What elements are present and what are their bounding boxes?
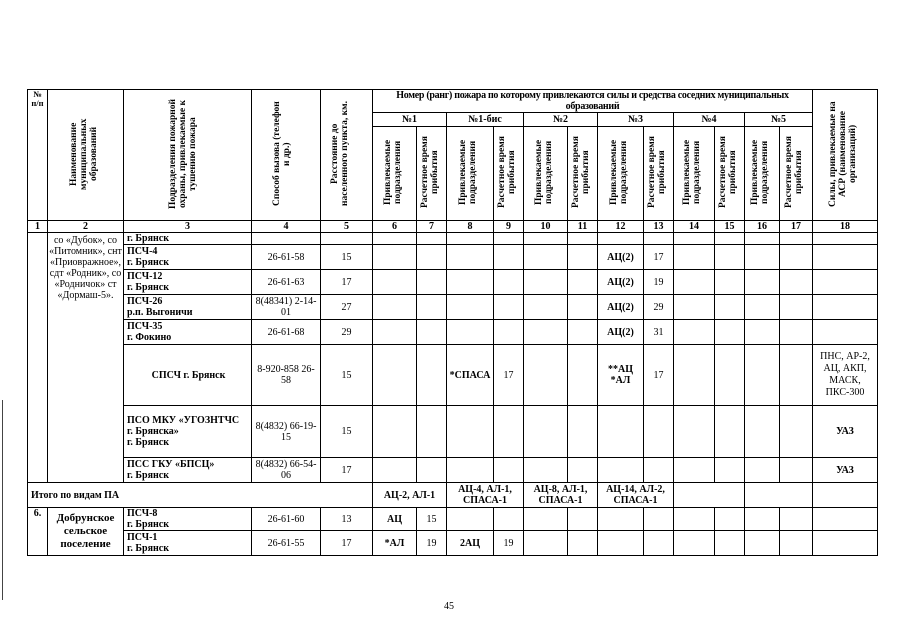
col-number: 5 <box>321 221 373 233</box>
phone-cell <box>252 233 321 245</box>
rank2-time <box>568 406 598 458</box>
totals-rank1bis: АЦ-4, АЛ-1, СПАСА-1 <box>447 483 524 508</box>
header-rank-2: №2 <box>524 113 598 127</box>
rank1bis-time <box>494 458 524 483</box>
rank3-unit <box>598 233 644 245</box>
rank2-time <box>568 508 598 531</box>
rank3-time: 17 <box>644 245 674 270</box>
unit-cell: ПСЧ-35 г. Фокино <box>124 320 252 345</box>
forces-cell <box>813 320 878 345</box>
rank3-unit <box>598 531 644 556</box>
header-distance: Расстояние до населенного пункта, км. <box>321 90 373 221</box>
rank4-time <box>715 295 745 320</box>
forces-cell <box>813 531 878 556</box>
header-est-time: Расчетное время прибытия <box>494 127 524 221</box>
unit-cell: ПСЧ-12 г. Брянск <box>124 270 252 295</box>
col-number: 14 <box>674 221 715 233</box>
rank4-unit <box>674 406 715 458</box>
rank2-time <box>568 233 598 245</box>
rank2-unit <box>524 508 568 531</box>
col-number: 10 <box>524 221 568 233</box>
rank4-unit <box>674 233 715 245</box>
rank1-unit <box>373 270 417 295</box>
rank2-time <box>568 345 598 406</box>
rank2-unit <box>524 295 568 320</box>
header-attracted: Привлекаемые подразделения <box>674 127 715 221</box>
forces-cell <box>813 245 878 270</box>
distance-cell: 29 <box>321 320 373 345</box>
unit-cell: ПСЧ-8 г. Брянск <box>124 508 252 531</box>
page-edge <box>2 400 3 600</box>
col-number: 2 <box>48 221 124 233</box>
rank3-time: 19 <box>644 270 674 295</box>
rank5-unit <box>745 320 780 345</box>
header-est-time: Расчетное время прибытия <box>568 127 598 221</box>
rank5-unit <box>745 406 780 458</box>
header-rank-5: №5 <box>745 113 813 127</box>
col-number: 18 <box>813 221 878 233</box>
rank3-time <box>644 531 674 556</box>
phone-cell: 26-61-58 <box>252 245 321 270</box>
rank1bis-time <box>494 270 524 295</box>
rank1-unit: *АЛ <box>373 531 417 556</box>
col-number: 6 <box>373 221 417 233</box>
rank1bis-unit <box>447 508 494 531</box>
rank2-time <box>568 458 598 483</box>
rank5-unit <box>745 245 780 270</box>
rank1-time <box>417 270 447 295</box>
table-row <box>28 270 878 295</box>
col-number: 17 <box>780 221 813 233</box>
rank5-time <box>780 406 813 458</box>
distance-cell: 15 <box>321 345 373 406</box>
rank4-unit <box>674 531 715 556</box>
header-rank-1bis: №1-бис <box>447 113 524 127</box>
header-attracted: Привлекаемые подразделения <box>745 127 780 221</box>
rank1bis-time <box>494 320 524 345</box>
rank4-time <box>715 508 745 531</box>
rank4-time <box>715 270 745 295</box>
rank4-unit <box>674 295 715 320</box>
col-number: 12 <box>598 221 644 233</box>
col-number: 3 <box>124 221 252 233</box>
unit-cell: ПСЧ-26 р.п. Выгоничи <box>124 295 252 320</box>
rank2-unit <box>524 458 568 483</box>
table-row <box>28 233 878 245</box>
table-row <box>28 345 878 406</box>
col-number: 7 <box>417 221 447 233</box>
rank1bis-unit <box>447 245 494 270</box>
header-ranks-title: Номер (ранг) пожара по которому привлекаются силы и средства соседних муниципальных образований <box>373 90 813 113</box>
municipality-cell: со «Дубок», со «Питомник», снт «Приовражное», сдт «Родник», со «Родничок» ст «Дормаш-5». <box>48 233 124 483</box>
rank1-time: 15 <box>417 508 447 531</box>
rank3-time <box>644 406 674 458</box>
phone-cell: 26-61-60 <box>252 508 321 531</box>
forces-cell: УАЗ <box>813 406 878 458</box>
rank4-unit <box>674 270 715 295</box>
rank1bis-time <box>494 233 524 245</box>
phone-cell: 8-920-858 26-58 <box>252 345 321 406</box>
totals-row <box>28 483 878 508</box>
rank2-unit <box>524 406 568 458</box>
rank2-time <box>568 531 598 556</box>
header-call-method: Способ вызова (телефон и др.) <box>252 90 321 221</box>
unit-cell: СПСЧ г. Брянск <box>124 345 252 406</box>
col-number: 1 <box>28 221 48 233</box>
rank3-time: 31 <box>644 320 674 345</box>
distance-cell: 17 <box>321 270 373 295</box>
rank4-unit <box>674 320 715 345</box>
totals-rank5 <box>745 483 813 508</box>
row-num: 6. <box>28 508 48 556</box>
rank5-unit <box>745 458 780 483</box>
table-row <box>28 458 878 483</box>
totals-rank2: АЦ-8, АЛ-1, СПАСА-1 <box>524 483 598 508</box>
header-est-time: Расчетное время прибытия <box>780 127 813 221</box>
rank4-time <box>715 458 745 483</box>
rank5-time <box>780 320 813 345</box>
unit-cell: г. Брянск <box>124 233 252 245</box>
forces-cell <box>813 270 878 295</box>
rank3-unit <box>598 458 644 483</box>
rank2-time <box>568 245 598 270</box>
header-rank-4: №4 <box>674 113 745 127</box>
rank5-time <box>780 531 813 556</box>
header-num: № п/п <box>28 90 48 221</box>
rank3-time <box>644 508 674 531</box>
rank1-time <box>417 406 447 458</box>
page-number: 45 <box>444 601 454 612</box>
rank3-unit: **АЦ *АЛ <box>598 345 644 406</box>
rank4-unit <box>674 345 715 406</box>
header-attracted: Привлекаемые подразделения <box>373 127 417 221</box>
rank1bis-unit: 2АЦ <box>447 531 494 556</box>
rank5-unit <box>745 345 780 406</box>
rank4-time <box>715 233 745 245</box>
distance-cell: 15 <box>321 406 373 458</box>
rank3-unit: АЦ(2) <box>598 295 644 320</box>
header-unit: Подразделения пожарной охраны, привлекаемые к тушению пожара <box>124 90 252 221</box>
rank1-unit <box>373 406 417 458</box>
rank3-time: 29 <box>644 295 674 320</box>
row-num <box>28 233 48 483</box>
totals-forces <box>813 483 878 508</box>
rank2-unit <box>524 531 568 556</box>
rank3-unit <box>598 406 644 458</box>
col-number: 16 <box>745 221 780 233</box>
rank4-time <box>715 320 745 345</box>
rank5-time <box>780 508 813 531</box>
rank4-time <box>715 345 745 406</box>
forces-cell <box>813 233 878 245</box>
rank1bis-unit <box>447 458 494 483</box>
rank1bis-unit <box>447 320 494 345</box>
rank5-unit <box>745 531 780 556</box>
totals-rank1: АЦ-2, АЛ-1 <box>373 483 447 508</box>
rank3-unit: АЦ(2) <box>598 270 644 295</box>
rank2-time <box>568 270 598 295</box>
rank2-unit <box>524 270 568 295</box>
phone-cell: 8(4832) 66-54-06 <box>252 458 321 483</box>
distance-cell: 27 <box>321 295 373 320</box>
rank3-unit <box>598 508 644 531</box>
rank1-time: 19 <box>417 531 447 556</box>
distance-cell: 15 <box>321 245 373 270</box>
rank3-time <box>644 233 674 245</box>
rank4-unit <box>674 458 715 483</box>
phone-cell: 8(4832) 66-19-15 <box>252 406 321 458</box>
rank1-unit <box>373 233 417 245</box>
rank4-unit <box>674 245 715 270</box>
distance-cell <box>321 233 373 245</box>
rank5-time <box>780 233 813 245</box>
rank1-unit <box>373 320 417 345</box>
distance-cell: 17 <box>321 531 373 556</box>
header-attracted: Привлекаемые подразделения <box>598 127 644 221</box>
rank1-unit <box>373 245 417 270</box>
rank3-time <box>644 458 674 483</box>
totals-label: Итого по видам ПА <box>28 483 373 508</box>
rank1-time <box>417 458 447 483</box>
table-row <box>28 320 878 345</box>
totals-rank3: АЦ-14, АЛ-2, СПАСА-1 <box>598 483 674 508</box>
table-row <box>28 508 878 531</box>
rank1bis-time <box>494 406 524 458</box>
phone-cell: 26-61-55 <box>252 531 321 556</box>
unit-cell: ПСЧ-1 г. Брянск <box>124 531 252 556</box>
rank1bis-unit <box>447 233 494 245</box>
distance-cell: 13 <box>321 508 373 531</box>
header-forces: Силы, привлекаемые на АСР (наименование организаций) <box>813 90 878 221</box>
municipality-cell: Добрунское сельское поселение <box>48 508 124 556</box>
rank1bis-time: 17 <box>494 345 524 406</box>
forces-cell <box>813 508 878 531</box>
rank2-unit <box>524 320 568 345</box>
rank1-unit: АЦ <box>373 508 417 531</box>
header-est-time: Расчетное время прибытия <box>417 127 447 221</box>
phone-cell: 26-61-63 <box>252 270 321 295</box>
rank3-unit: АЦ(2) <box>598 320 644 345</box>
table-row <box>28 531 878 556</box>
forces-cell: ПНС, АР-2, АЦ, АКП, МАСК, ПКС-300 <box>813 345 878 406</box>
rank5-time <box>780 270 813 295</box>
rank4-time <box>715 245 745 270</box>
rank2-time <box>568 295 598 320</box>
rank1-time <box>417 295 447 320</box>
rank1-time <box>417 245 447 270</box>
rank4-time <box>715 406 745 458</box>
rank1-unit <box>373 295 417 320</box>
rank1bis-time <box>494 295 524 320</box>
rank1bis-time <box>494 245 524 270</box>
rank5-time <box>780 245 813 270</box>
rank5-time <box>780 295 813 320</box>
rank1-unit <box>373 345 417 406</box>
table-row <box>28 295 878 320</box>
rank2-unit <box>524 345 568 406</box>
unit-cell: ПСЧ-4 г. Брянск <box>124 245 252 270</box>
rank5-unit <box>745 270 780 295</box>
rank1-time <box>417 320 447 345</box>
rank1-time <box>417 233 447 245</box>
rank5-time <box>780 345 813 406</box>
rank4-unit <box>674 508 715 531</box>
unit-cell: ПСС ГКУ «БПСЦ» г. Брянск <box>124 458 252 483</box>
header-est-time: Расчетное время прибытия <box>715 127 745 221</box>
forces-cell <box>813 295 878 320</box>
rank2-unit <box>524 245 568 270</box>
rank1bis-time <box>494 508 524 531</box>
rank4-time <box>715 531 745 556</box>
rank5-unit <box>745 508 780 531</box>
col-number: 9 <box>494 221 524 233</box>
rank2-unit <box>524 233 568 245</box>
col-number: 11 <box>568 221 598 233</box>
forces-cell: УАЗ <box>813 458 878 483</box>
rank5-unit <box>745 295 780 320</box>
unit-cell: ПСО МКУ «УГОЗНТЧС г. Брянска» г. Брянск <box>124 406 252 458</box>
header-attracted: Привлекаемые подразделения <box>447 127 494 221</box>
rank1-unit <box>373 458 417 483</box>
header-rank-1: №1 <box>373 113 447 127</box>
rank1bis-unit <box>447 295 494 320</box>
rank1bis-time: 19 <box>494 531 524 556</box>
rank5-unit <box>745 233 780 245</box>
col-number: 8 <box>447 221 494 233</box>
rank1bis-unit: *СПАСА <box>447 345 494 406</box>
rank3-time: 17 <box>644 345 674 406</box>
rank1bis-unit <box>447 270 494 295</box>
rank5-time <box>780 458 813 483</box>
phone-cell: 8(48341) 2-14-01 <box>252 295 321 320</box>
totals-rank4 <box>674 483 745 508</box>
col-number: 4 <box>252 221 321 233</box>
phone-cell: 26-61-68 <box>252 320 321 345</box>
header-attracted: Привлекаемые подразделения <box>524 127 568 221</box>
rank2-time <box>568 320 598 345</box>
header-est-time: Расчетное время прибытия <box>644 127 674 221</box>
table-row <box>28 245 878 270</box>
header-municipality: Наименование муниципальных образований <box>48 90 124 221</box>
col-number: 13 <box>644 221 674 233</box>
rank1-time <box>417 345 447 406</box>
fire-forces-table <box>27 89 878 556</box>
rank3-unit: АЦ(2) <box>598 245 644 270</box>
rank1bis-unit <box>447 406 494 458</box>
header-rank-3: №3 <box>598 113 674 127</box>
col-number: 15 <box>715 221 745 233</box>
table-row <box>28 406 878 458</box>
distance-cell: 17 <box>321 458 373 483</box>
